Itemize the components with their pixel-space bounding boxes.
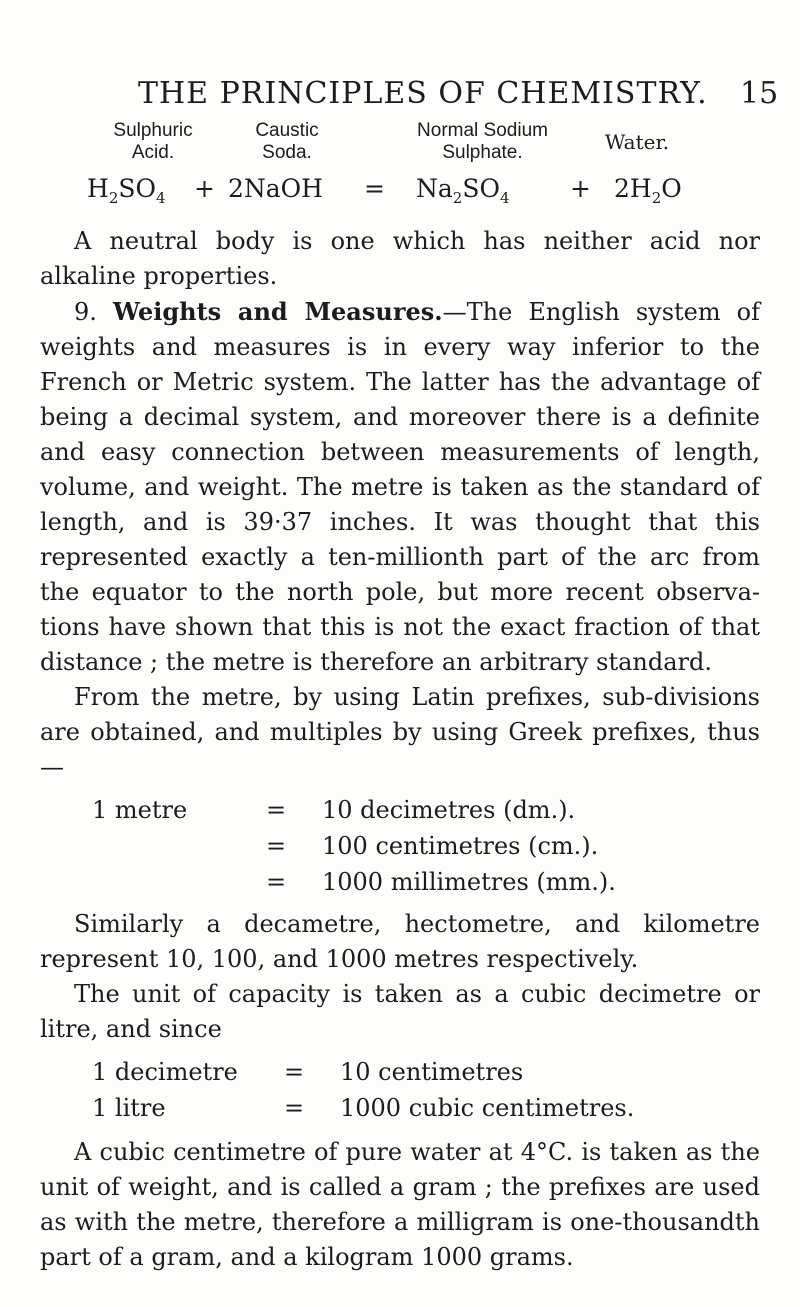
metre-table [40, 793, 760, 901]
label-sulphuric-acid: Sulphuric Acid. [113, 120, 193, 163]
plus-sign: + [194, 174, 215, 203]
section-heading: Weights and Measures. [112, 297, 443, 326]
paragraph-capacity: The unit of capacity is taken as a cubic decimetre or litre, and since [40, 980, 760, 1043]
table-row: 1 litre = 1000 cubic centimetres. [92, 1094, 635, 1122]
paragraph-unit-of-weight: A cubic centimetre of pure water at 4°C. is taken as the unit of weight, and is called a gram ; the prefixes are used as with the metre, therefore a milligram is one-thousandth part of a gram, and a kilogram 1000 grams. [40, 1138, 760, 1271]
section-number: 9. [74, 298, 97, 326]
paragraph-weights-measures [40, 294, 760, 680]
plus-sign: + [570, 174, 591, 203]
label-normal-sodium-sulphate: Normal Sodium Sulphate. [417, 120, 548, 163]
paragraph-prefixes: From the metre, by using Latin prefixes, sub-divisions are obtained, and multiples by using Greek prefixes, thus— [40, 683, 760, 781]
body-text [40, 224, 760, 1275]
label-water: Water. [604, 130, 670, 154]
formula-h2so4: $H_2SO_4$ [87, 174, 166, 207]
page-number: 15 [740, 76, 779, 111]
table-row: 1 metre = 10 decimetres (dm.). [92, 796, 576, 824]
table-row: = 1000 millimetres (mm.). [266, 868, 616, 896]
section-text: —The English system of weights and measures is in every way inferior to the French or Metric system. The latter has the advantage of being a decimal system, and moreover there is a definite and easy connection between measurements of length, volume, and weight. The metre is taken as the standard of length, and is 39·37 inches. It was thought that this represented exactly a ten-millionth part of the arc from the equator to the north pole, but more recent observations have shown that this is not the exact fraction of that distance ; the metre is therefore an arbitrary standard. [40, 298, 760, 676]
label-caustic-soda: Caustic Soda. [255, 120, 319, 163]
running-header [0, 76, 800, 116]
paragraph-neutral-body: A neutral body is one which has neither acid nor alkaline properties. [40, 227, 760, 290]
paragraph-similarly: Similarly a decametre, hectometre, and kilometre represent 10, 100, and 1000 metres respectively. [40, 910, 760, 973]
table-row: 1 decimetre = 10 centimetres [92, 1058, 524, 1086]
table-row: = 100 centimetres (cm.). [266, 832, 599, 860]
formula-2h2o: $2H_2O$ [614, 174, 682, 207]
litre-table [40, 1055, 760, 1127]
header-title: THE PRINCIPLES OF CHEMISTRY. [138, 76, 708, 111]
formula-na2so4: $Na_2SO_4$ [416, 174, 510, 207]
equals-sign: = [364, 174, 385, 203]
formula-2naoh: 2NaOH [228, 174, 323, 203]
